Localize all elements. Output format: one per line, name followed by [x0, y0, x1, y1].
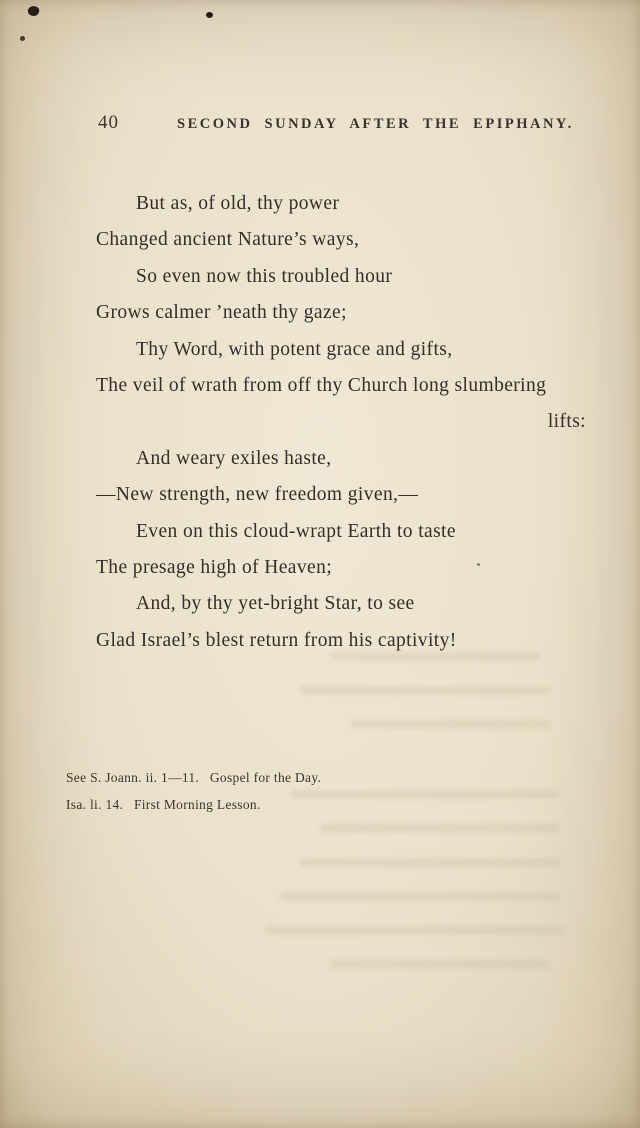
verso-showthrough — [290, 790, 560, 799]
footnote-lesson: Isa. li. 14. First Morning Lesson. — [66, 797, 261, 812]
poem-line: And, by thy yet-bright Star, to see — [136, 593, 415, 615]
poem-line: Grows calmer ’neath thy gaze; — [96, 302, 347, 324]
footnote-gospel: See S. Joann. ii. 1—11. Gospel for the Day. — [66, 770, 322, 785]
verso-showthrough — [300, 686, 550, 695]
ink-speck — [20, 36, 25, 41]
poem-line: So even now this troubled hour — [136, 265, 393, 287]
poem-line: Glad Israel’s blest return from his captivity! — [96, 629, 457, 651]
running-title: SECOND SUNDAY AFTER THE EPIPHANY. — [177, 116, 574, 132]
poem-line: And weary exiles haste, — [136, 447, 332, 469]
poem-line: —New strength, new freedom given,— — [96, 484, 419, 506]
verso-showthrough — [330, 652, 540, 661]
verso-showthrough — [265, 926, 565, 935]
poem-line: The veil of wrath from off thy Church long slumbering — [96, 375, 547, 397]
verso-showthrough — [330, 960, 550, 969]
ink-speck — [27, 4, 41, 17]
poem-line: The presage high of Heaven; — [96, 557, 333, 579]
page-header — [98, 112, 580, 134]
verso-showthrough — [320, 824, 560, 833]
poem-line: Thy Word, with potent grace and gifts, — [136, 338, 453, 360]
poem-line: Even on this cloud-wrapt Earth to taste — [136, 520, 456, 542]
ink-speck — [206, 12, 213, 18]
verso-showthrough — [300, 858, 560, 867]
poem-line: But as, of old, thy power — [136, 193, 340, 214]
verso-showthrough — [280, 892, 560, 901]
verso-showthrough — [350, 720, 550, 729]
poem-body — [96, 186, 588, 659]
page-number: 40 — [98, 112, 119, 133]
poem-line: Changed ancient Nature’s ways, — [96, 229, 360, 251]
poem-line-runover: lifts: — [547, 411, 586, 433]
